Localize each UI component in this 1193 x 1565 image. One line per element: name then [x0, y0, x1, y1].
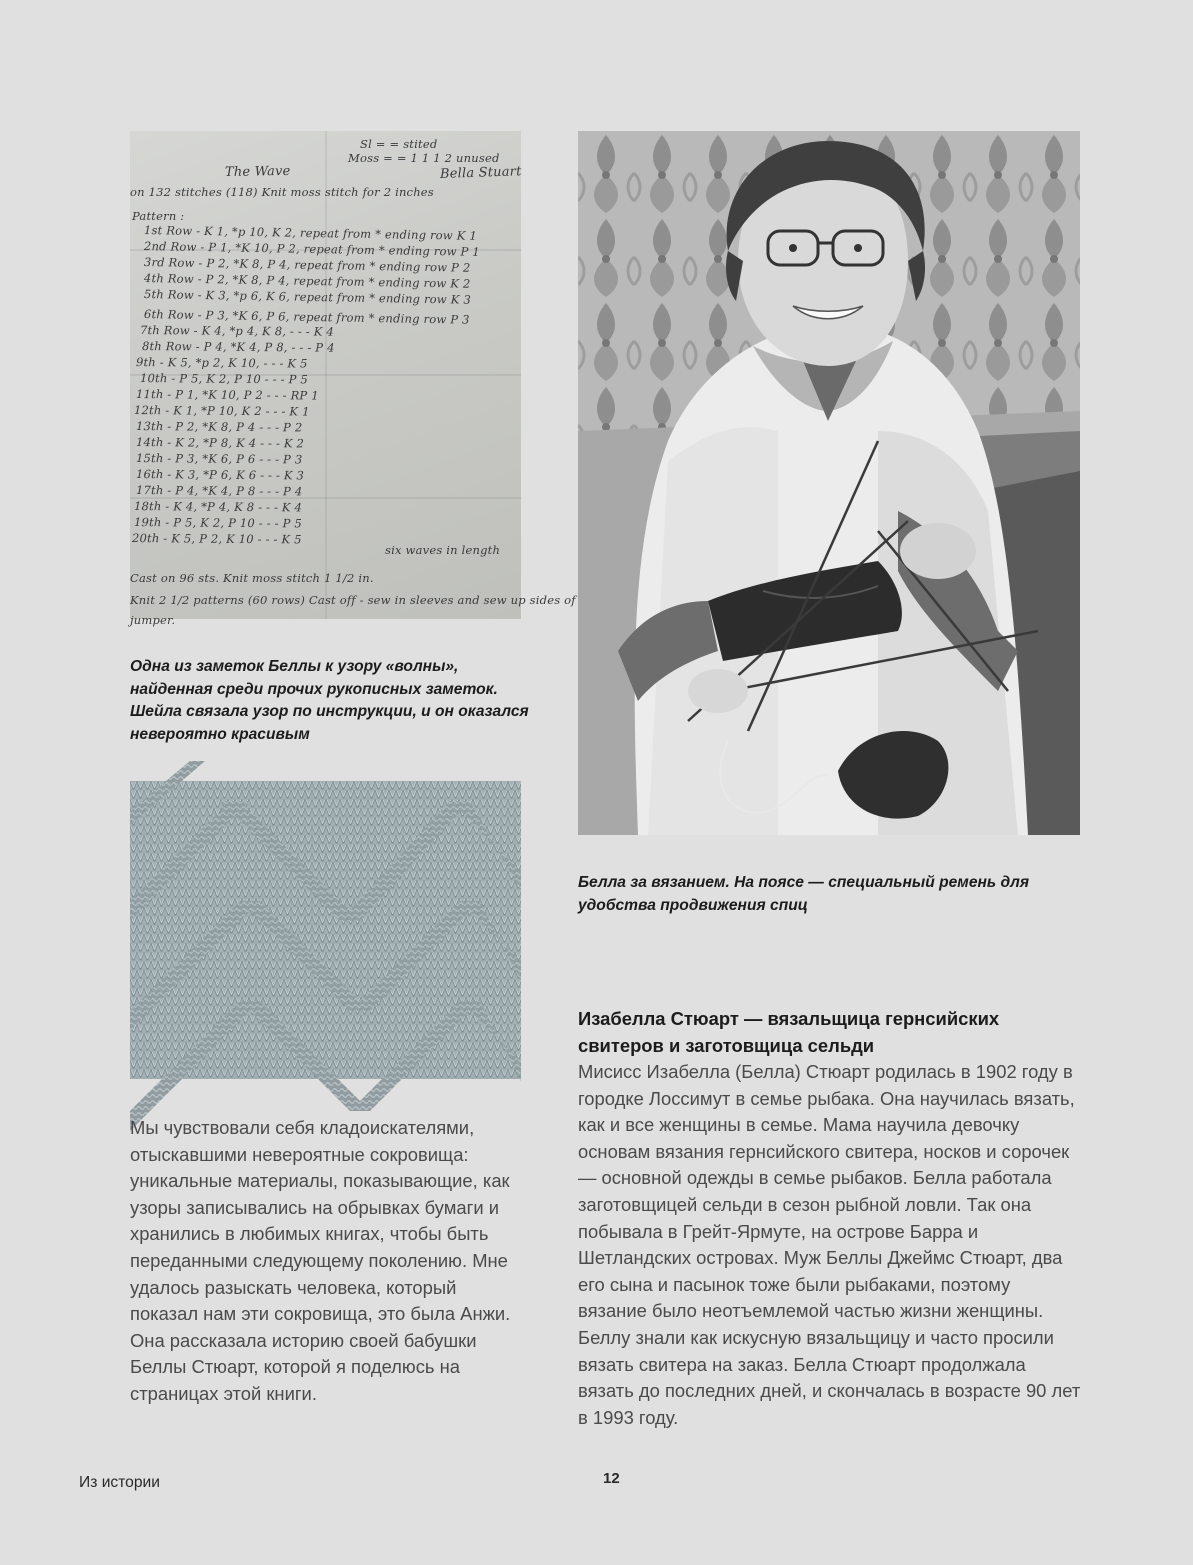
handwritten-line: Bella Stuart	[439, 164, 522, 182]
handwritten-line: 6th Row - P 3, *K 6, P 6, repeat from * ending row P 3	[143, 307, 470, 327]
handwritten-line: jumper.	[130, 613, 176, 627]
handwritten-pattern-photo	[130, 131, 576, 627]
intro-paragraph: Мы чувствовали себя кладоискателями, отыскавшими невероятные сокровища: уникальные материалы, показывающие, как узоры записывались на обрывках бумаги и хранились в любимых книгах, чтобы быть переданными следующему поколению. Мне удалось разыскать человека, который показал нам эти сокровища, это была Анжи. Она рассказала историю своей бабушки Беллы Стюарт, которой я поделюсь на страницах этой книги.	[130, 1117, 511, 1404]
knit-texture	[130, 781, 521, 1079]
handwritten-line: 8th Row - P 4, *K 4, P 8, - - - P 4	[141, 339, 335, 355]
knitted-wave-sample-photo	[130, 781, 521, 1079]
handwritten-line: Sl = = stited	[360, 137, 438, 151]
handwritten-line: 10th - P 5, K 2, P 10 - - - P 5	[139, 371, 309, 387]
handwritten-line: Cast on 96 sts. Knit moss stitch 1 1/2 in.	[130, 571, 374, 585]
handwritten-line: 15th - P 3, *K 6, P 6 - - - P 3	[135, 451, 303, 467]
handwritten-line: 9th - K 5, *p 2, K 10, - - - K 5	[135, 355, 308, 371]
handwritten-line: 20th - K 5, P 2, K 10 - - - K 5	[131, 531, 302, 547]
handwritten-line: on 132 stitches (118) Knit moss stitch for 2 inches	[130, 185, 434, 199]
handwritten-line: Pattern :	[132, 209, 185, 223]
handwritten-line: 18th - K 4, *P 4, K 8 - - - K 4	[133, 499, 303, 515]
page-number: 12	[603, 1470, 620, 1487]
portrait-illustration	[578, 131, 1080, 835]
note-caption: Одна из заметок Беллы к узору «волны», найденная среди прочих рукописных заметок. Шейла связала узор по инструкции, и он оказался невероятно красивым	[130, 658, 529, 743]
footer-section-title: Из истории	[79, 1474, 160, 1491]
bio-heading: Изабелла Стюарт — вязальщица гернсийских свитеров и заготовщица сельди	[578, 1008, 1000, 1056]
handwritten-line: 13th - P 2, *K 8, P 4 - - - P 2	[135, 419, 303, 435]
handwritten-line: Knit 2 1/2 patterns (60 rows) Cast off - sew in sleeves and sew up sides of	[130, 593, 576, 607]
handwritten-line: 4th Row - P 2, *K 8, P 4, repeat from * ending row K 2	[143, 271, 471, 291]
handwritten-line: 14th - K 2, *P 8, K 4 - - - K 2	[135, 435, 305, 451]
bella-portrait-photo	[578, 131, 1080, 835]
handwritten-line: The Wave	[224, 163, 291, 180]
handwritten-line: 2nd Row - P 1, *K 10, P 2, repeat from * ending row P 1	[143, 239, 480, 259]
handwritten-line: 7th Row - K 4, *p 4, K 8, - - - K 4	[139, 323, 335, 339]
bio-paragraph: Мисисс Изабелла (Белла) Стюарт родилась в 1902 году в городке Лоссимут в семье рыбака. Она научилась вязать, как и все женщины в семье. Мама научила девочку основам вязания гернсийского свитера, носков и сорочек — основной одежды в семье рыбаков. Белла работала заготовщицей сельди в сезон рыбной ловли. Так она побывала в Грейт-Ярмуте, на острове Барра и Шетландских островах. Муж Беллы Джеймс Стюарт, два его сына и пасынок тоже были рыбаками, поэтому вязание было неотъемлемой частью жизни женщины. Беллу знали как искусную вязальщицу и часто просили вязать свитера на заказ. Белла Стюарт продолжала вязать до последних дней, и скончалась в возрасте 90 лет в 1993 году.	[578, 1061, 1081, 1428]
handwritten-line: 3rd Row - P 2, *K 8, P 4, repeat from * ending row P 2	[143, 255, 471, 275]
handwritten-line: six waves in length	[385, 543, 501, 557]
handwritten-line: 12th - K 1, *P 10, K 2 - - - K 1	[133, 403, 310, 419]
portrait-caption: Белла за вязанием. На поясе — специальный ремень для удобства продвижения спиц	[578, 874, 1030, 914]
handwritten-line: 1st Row - K 1, *p 10, K 2, repeat from * ending row K 1	[143, 223, 478, 243]
handwritten-line: Moss = = 1 1 1 2 unused	[348, 151, 500, 165]
handwritten-line: 5th Row - K 3, *p 6, K 6, repeat from * ending row K 3	[143, 287, 472, 307]
handwritten-line: 11th - P 1, *K 10, P 2 - - - RP 1	[135, 387, 319, 403]
handwritten-line: 19th - P 5, K 2, P 10 - - - P 5	[133, 515, 303, 531]
handwritten-line: 16th - K 3, *P 6, K 6 - - - K 3	[135, 467, 305, 483]
handwritten-line: 17th - P 4, *K 4, P 8 - - - P 4	[135, 483, 303, 499]
